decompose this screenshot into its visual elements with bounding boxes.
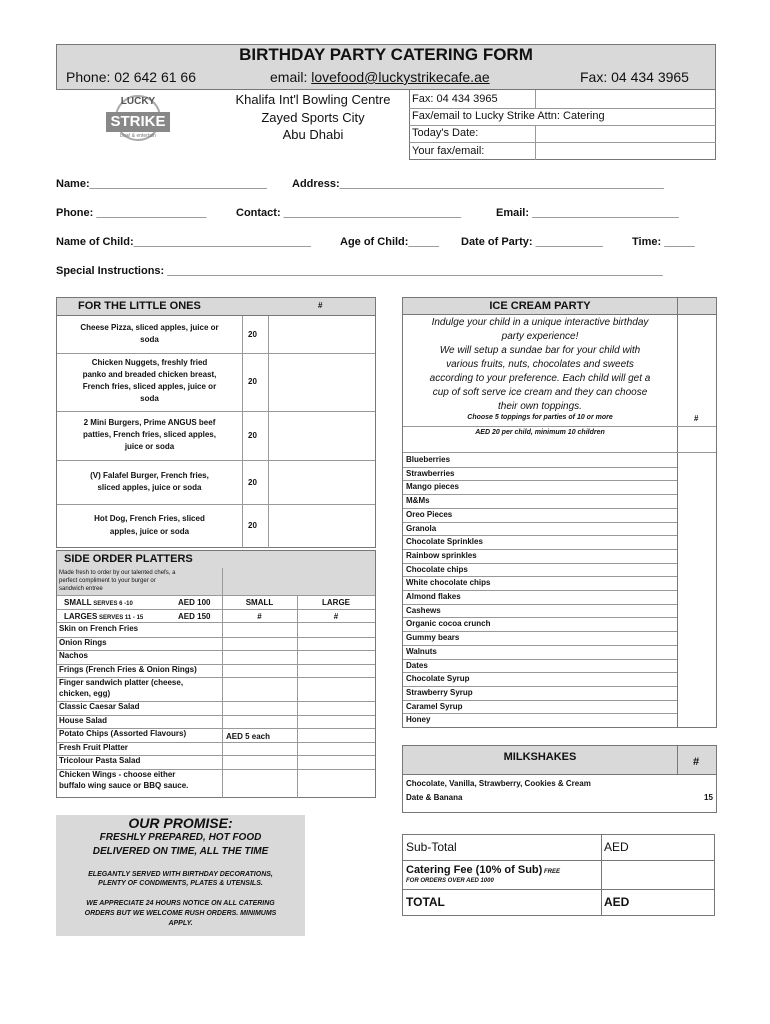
side-order-large-qty[interactable]	[298, 770, 374, 792]
topping-qty-input[interactable]	[679, 509, 715, 521]
side-order-label: House Salad	[59, 715, 108, 725]
side-order-large-qty[interactable]	[298, 756, 374, 768]
side-order-small-qty[interactable]	[223, 716, 296, 728]
side-order-row	[57, 650, 375, 664]
ice-cream-desc-line: Indulge your child in a unique interactive birthday	[431, 317, 649, 328]
name-field[interactable]: Name:_____________________________	[56, 178, 268, 190]
topping-qty-input[interactable]	[679, 523, 715, 535]
topping-qty-input[interactable]	[679, 577, 715, 589]
kids-price: 20	[248, 478, 257, 487]
subtotal-label: Sub-Total	[406, 840, 457, 854]
topping-item: Strawberry Syrup	[406, 687, 473, 697]
phone-field[interactable]: Phone: __________________	[56, 207, 207, 219]
topping-item: Oreo Pieces	[406, 509, 453, 519]
topping-qty-input[interactable]	[679, 618, 715, 630]
ice-cream-hash: #	[694, 414, 699, 423]
topping-qty-input[interactable]	[679, 714, 715, 726]
kids-qty-input[interactable]	[269, 317, 375, 352]
kids-item-cheese-pizza: Cheese Pizza, sliced apples, juice or soda	[80, 323, 219, 344]
col-large-hash: #	[333, 612, 339, 621]
promise-line-6: ORDERS BUT WE WELCOME RUSH ORDERS. MINIMUMS	[84, 910, 277, 917]
todays-date-input[interactable]	[537, 126, 714, 141]
total-label: TOTAL	[406, 895, 445, 909]
ice-cream-choose: Choose 5 toppings for parties of 10 or more	[467, 414, 613, 421]
side-order-small-qty[interactable]	[223, 702, 296, 714]
side-orders-note-2: perfect compliment to your burger or	[59, 578, 156, 584]
side-order-row	[57, 742, 375, 756]
promise-line-3: ELEGANTLY SERVED WITH BIRTHDAY DECORATIONS,	[88, 871, 273, 878]
kids-item-mini-burgers: 2 Mini Burgers, Prime ANGUS beef patties, French fries, sliced apples, juice or soda	[83, 418, 216, 451]
topping-item: White chocolate chips	[406, 578, 491, 588]
topping-item: Mango pieces	[406, 482, 459, 492]
promise-line-5: WE APPRECIATE 24 HOURS NOTICE ON ALL CATERING	[86, 900, 275, 907]
topping-item: Blueberries	[406, 455, 451, 464]
side-order-label: Finger sandwich platter (cheese,	[59, 678, 184, 687]
col-small-hash: #	[257, 612, 262, 621]
page-title: BIRTHDAY PARTY CATERING FORM	[239, 45, 533, 64]
side-order-label: Potato Chips (Assorted Flavours)	[59, 729, 187, 739]
side-order-row	[57, 755, 375, 769]
side-order-row	[57, 728, 375, 742]
side-order-large-qty[interactable]	[298, 716, 374, 728]
topping-qty-input[interactable]	[679, 605, 715, 617]
topping-item: Honey	[406, 715, 431, 725]
small-platter-price: AED 100	[178, 598, 211, 607]
topping-qty-input[interactable]	[679, 660, 715, 672]
catering-fee-label: Catering Fee (10% of Sub) FREE	[406, 864, 560, 876]
ice-cream-desc-line: party experience!	[501, 331, 579, 342]
topping-item: Chocolate Syrup	[406, 674, 470, 684]
chips-price: AED 5 each	[226, 732, 271, 741]
side-order-row	[57, 637, 375, 651]
party-date-field[interactable]: Date of Party: ___________	[461, 236, 603, 248]
ice-cream-desc-line: We will setup a sundae bar for your child with	[439, 345, 641, 356]
little-ones-hash: #	[318, 301, 323, 310]
side-order-row	[57, 664, 375, 678]
kids-price: 20	[248, 377, 257, 386]
side-order-small-qty[interactable]	[223, 665, 296, 677]
milkshakes-hash: #	[693, 756, 700, 768]
catering-fee-note: FOR ORDERS OVER AED 1000	[406, 878, 494, 884]
promise-line-1: FRESHLY PREPARED, HOT FOOD	[99, 832, 262, 843]
ice-cream-hash-column	[677, 298, 716, 314]
topping-qty-input[interactable]	[679, 468, 715, 480]
side-order-row	[57, 769, 375, 793]
side-order-row	[57, 715, 375, 729]
ice-cream-desc-line: various fruits, nuts, chocolates and sweets	[446, 359, 634, 370]
promise-line-4: PLENTY OF CONDIMENTS, PLATES & UTENSILS.	[98, 880, 263, 887]
side-order-label: chicken, egg)	[59, 689, 111, 698]
col-large: LARGE	[322, 598, 350, 607]
ice-cream-desc-line: their own toppings.	[498, 401, 582, 412]
topping-qty-input[interactable]	[679, 687, 715, 699]
side-order-small-qty[interactable]	[223, 651, 296, 663]
topping-item: Rainbow sprinkles	[406, 550, 477, 560]
topping-qty-input[interactable]	[679, 536, 715, 548]
side-order-large-qty[interactable]	[298, 651, 374, 663]
ice-cream-desc-line: cup of soft serve ice cream and they can choose	[432, 387, 648, 398]
kids-price: 20	[248, 431, 257, 440]
topping-item: Almond flakes	[406, 592, 461, 601]
topping-qty-input[interactable]	[679, 632, 715, 644]
address-line-1: Khalifa Int'l Bowling Centre	[235, 92, 391, 107]
side-order-large-qty[interactable]	[298, 638, 374, 650]
topping-item: Dates	[406, 660, 428, 670]
topping-item: Chocolate Sprinkles	[406, 537, 483, 547]
contact-field[interactable]: Contact: _____________________________	[236, 207, 462, 219]
promise-line-2: DELIVERED ON TIME, ALL THE TIME	[92, 846, 269, 857]
side-order-large-qty[interactable]	[298, 729, 374, 741]
topping-qty-input[interactable]	[679, 646, 715, 658]
ice-cream-desc-line: according to your preference. Each child will get a	[429, 373, 651, 384]
your-fax-email-label: Your fax/email:	[412, 145, 485, 157]
side-order-large-qty[interactable]	[298, 624, 374, 636]
side-order-small-qty[interactable]	[223, 770, 296, 792]
kids-price: 20	[248, 330, 257, 339]
kids-item-falafel-burger: (V) Falafel Burger, French fries, sliced apples, juice or soda	[90, 471, 209, 492]
side-order-label: Tricolour Pasta Salad	[59, 756, 141, 766]
kids-item-chicken-nuggets: Chicken Nuggets, freshly fried panko and breaded chicken breast, French fries, sliced apples, juice or soda	[82, 358, 217, 403]
side-order-label: Onion Rings	[59, 637, 107, 647]
side-order-row	[57, 701, 375, 715]
address-field[interactable]: Address:_____________________________________________________	[292, 178, 664, 190]
large-platter-label: LARGES SERVES 11 - 15	[64, 612, 144, 621]
side-order-large-qty[interactable]	[298, 743, 374, 755]
side-order-large-qty[interactable]	[298, 678, 374, 700]
fax-box-attn: Fax/email to Lucky Strike Attn: Catering	[412, 110, 605, 122]
kids-qty-input[interactable]	[269, 506, 375, 547]
kids-item-hot-dog: Hot Dog, French Fries, sliced apples, juice or soda	[94, 514, 205, 536]
side-order-label: Skin on French Fries	[59, 624, 139, 634]
col-small: SMALL	[245, 598, 274, 607]
little-ones-title: FOR THE LITTLE ONES	[78, 300, 201, 312]
topping-item: Organic cocoa crunch	[406, 619, 491, 629]
child-age-field[interactable]: Age of Child:_____	[340, 236, 440, 248]
header-email: email: lovefood@luckystrikecafe.ae	[270, 69, 490, 85]
side-order-small-qty[interactable]	[223, 743, 296, 755]
topping-item: Cashews	[406, 605, 441, 615]
kids-qty-input[interactable]	[269, 355, 375, 410]
email-field[interactable]: Email: ________________________	[496, 207, 679, 219]
todays-date-label: Today's Date:	[412, 127, 479, 139]
topping-item: Walnuts	[406, 646, 437, 656]
topping-qty-input[interactable]	[679, 454, 715, 466]
topping-qty-input[interactable]	[679, 495, 715, 507]
topping-qty-input[interactable]	[679, 701, 715, 713]
special-instructions-field[interactable]: Special Instructions: _________________________________________________________________________________	[56, 265, 663, 277]
side-order-large-qty[interactable]	[298, 665, 374, 677]
side-order-label: Frings (French Fries & Onion Rings)	[59, 664, 197, 674]
small-platter-label: SMALL SERVES 6 -10	[64, 598, 133, 607]
kids-price: 20	[248, 521, 257, 530]
kids-qty-input[interactable]	[269, 462, 375, 503]
side-orders-title: SIDE ORDER PLATTERS	[64, 553, 193, 565]
total-aed[interactable]: AED	[604, 895, 630, 909]
side-order-small-qty[interactable]	[223, 624, 296, 636]
side-order-label: Classic Caesar Salad	[59, 702, 140, 712]
side-order-label: Chicken Wings - choose either	[59, 769, 176, 779]
ice-cream-price: AED 20 per child, minimum 10 children	[475, 429, 605, 436]
promise-title: OUR PROMISE:	[128, 815, 233, 831]
side-orders-note-1: Made fresh to order by our talented chefs, a	[59, 570, 176, 576]
topping-item: Caramel Syrup	[406, 701, 463, 711]
time-field[interactable]: Time: _____	[632, 236, 695, 248]
side-order-label: buffalo wing sauce or BBQ sauce.	[59, 780, 189, 790]
topping-qty-input[interactable]	[679, 591, 715, 603]
header-fax: Fax: 04 434 3965	[580, 69, 689, 85]
topping-qty-input[interactable]	[679, 564, 715, 576]
side-orders-note-3: sandwich entree	[59, 586, 103, 592]
side-order-large-qty[interactable]	[298, 702, 374, 714]
address-line-3: Abu Dhabi	[282, 127, 344, 142]
topping-item: Strawberries	[406, 468, 455, 478]
side-order-small-qty[interactable]	[223, 678, 296, 700]
topping-item: M&Ms	[406, 496, 430, 506]
topping-qty-input[interactable]	[679, 673, 715, 685]
topping-item: Chocolate chips	[406, 564, 468, 574]
milkshakes-title: MILKSHAKES	[503, 751, 577, 763]
milkshake-flavours: Chocolate, Vanilla, Strawberry, Cookies & Cream	[406, 779, 591, 788]
child-name-field[interactable]: Name of Child:_____________________________	[56, 236, 312, 248]
address-line-2: Zayed Sports City	[261, 110, 365, 125]
topping-qty-input[interactable]	[679, 550, 715, 562]
header-phone: Phone: 02 642 61 66	[66, 69, 197, 85]
email-link[interactable]: lovefood@luckystrikecafe.ae	[311, 69, 490, 85]
side-order-row	[57, 677, 375, 701]
logo-text-top: LUCKY	[120, 96, 156, 107]
milkshake-flavours-2: Date & Banana	[406, 793, 463, 802]
side-order-row	[57, 623, 375, 637]
subtotal-aed[interactable]: AED	[604, 840, 629, 854]
milkshake-qty-input[interactable]	[630, 777, 700, 807]
logo-text-sub: bowl & entertain	[120, 133, 156, 139]
kids-qty-input[interactable]	[269, 413, 375, 459]
side-order-small-qty[interactable]	[223, 756, 296, 768]
topping-item: Gummy bears	[406, 633, 460, 643]
large-platter-price: AED 150	[178, 612, 211, 621]
fax-box-fax: Fax: 04 434 3965	[412, 93, 498, 105]
logo-text-main: STRIKE	[110, 113, 166, 130]
your-fax-email-input[interactable]	[537, 143, 714, 158]
ice-cream-title: ICE CREAM PARTY	[489, 300, 591, 312]
milkshake-price: 15	[704, 793, 713, 802]
topping-qty-input[interactable]	[679, 481, 715, 493]
promise-line-7: APPLY.	[168, 920, 193, 927]
topping-item: Granola	[406, 523, 437, 533]
side-order-small-qty[interactable]	[223, 638, 296, 650]
side-order-label: Fresh Fruit Platter	[59, 742, 128, 752]
side-order-label: Nachos	[59, 651, 88, 661]
lucky-strike-logo	[104, 94, 172, 144]
